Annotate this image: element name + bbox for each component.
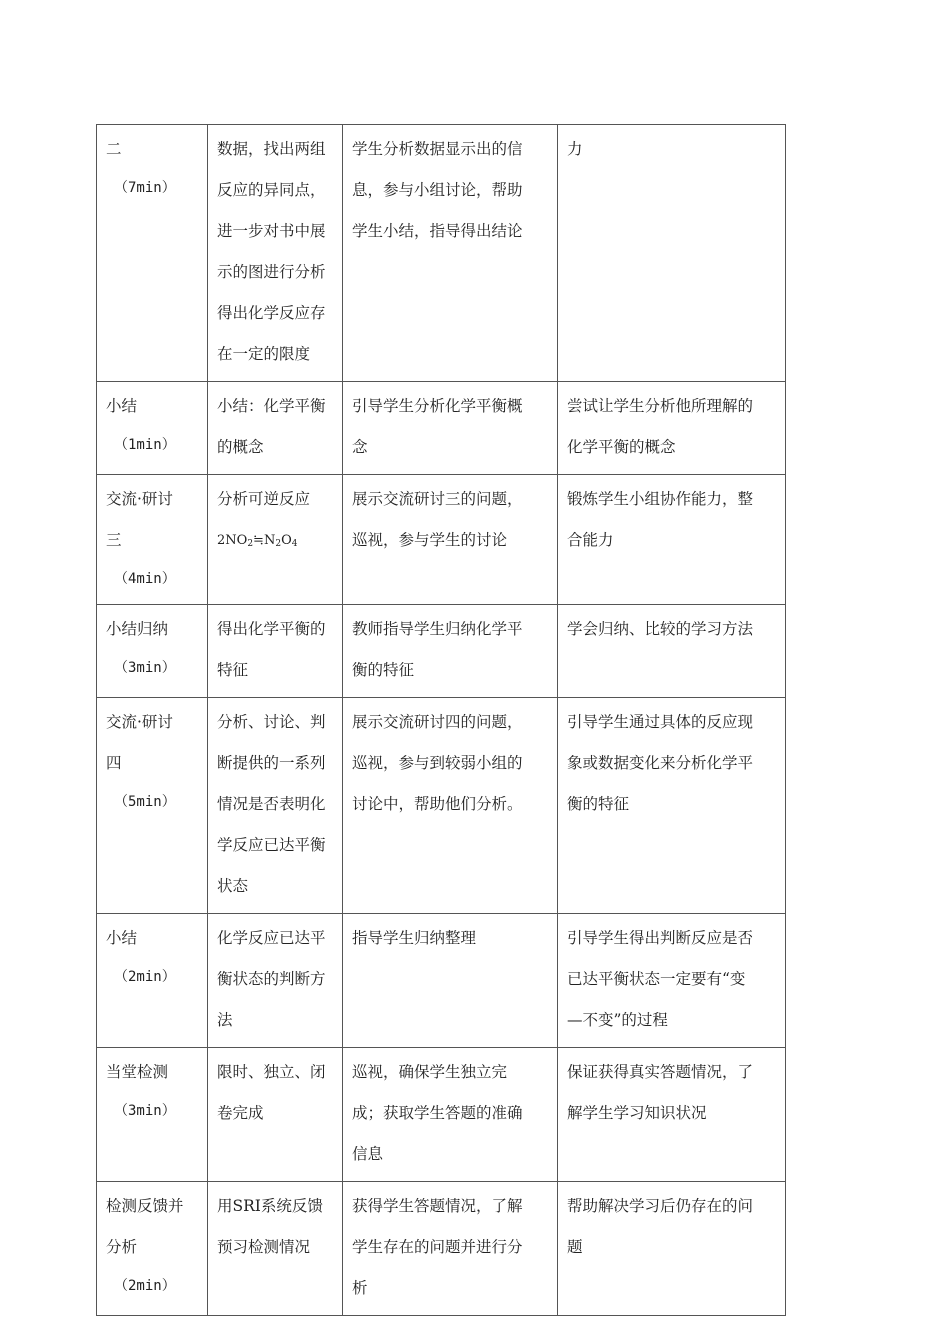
teacher-cell [343, 698, 558, 914]
purpose-line: 引导学生通过具体的反应现 [567, 713, 754, 731]
teacher-line: 巡视，参与到较弱小组的 [352, 754, 523, 772]
teacher-line: 息，参与小组讨论，帮助 [352, 181, 523, 199]
content-line: 化学反应已达平 [217, 929, 326, 947]
teacher-line: 巡视，确保学生独立完 [352, 1063, 508, 1081]
content-line: 衡状态的判断方 [217, 970, 326, 988]
teacher-cell [343, 1048, 558, 1182]
teacher-line: 展示交流研讨三的问题， [352, 490, 523, 508]
stage-cell [97, 914, 208, 1048]
purpose-cell [558, 605, 786, 698]
stage-time: （1min） [114, 437, 176, 453]
purpose-line: 保证获得真实答题情况，了 [567, 1063, 754, 1081]
purpose-line: 题 [567, 1238, 583, 1256]
content-line: 得出化学平衡的 [217, 620, 326, 638]
stage-time: （5min） [114, 794, 176, 810]
content-cell [208, 382, 343, 475]
teacher-line: 学生小结，指导得出结论 [352, 222, 523, 240]
content-cell [208, 914, 343, 1048]
stage-label: 交流·研讨 [106, 713, 173, 731]
content-line: 分析、讨论、判 [217, 713, 326, 731]
stage-label: 三 [106, 531, 122, 549]
stage-label: 小结 [106, 929, 138, 947]
teacher-cell [343, 1182, 558, 1316]
content-line: 的概念 [217, 438, 264, 456]
content-line: 卷完成 [217, 1104, 264, 1122]
content-cell [208, 1182, 343, 1316]
content-line: 反应的异同点， [217, 181, 326, 199]
teacher-line: 成；获取学生答题的准确 [352, 1104, 523, 1122]
content-line: 在一定的限度 [217, 345, 311, 363]
lesson-plan-table [96, 124, 786, 1316]
chemical-equation: $2NO_2≒N_2O_4$ [217, 533, 298, 549]
purpose-line: 化学平衡的概念 [567, 438, 676, 456]
teacher-line: 学生分析数据显示出的信 [352, 140, 523, 158]
purpose-cell [558, 475, 786, 605]
content-line: 预习检测情况 [217, 1238, 311, 1256]
teacher-line: 学生存在的问题并进行分 [352, 1238, 523, 1256]
content-line: 断提供的一系列 [217, 754, 326, 772]
teacher-cell [343, 605, 558, 698]
table-row [97, 605, 786, 698]
content-line: 用SRI系统反馈 [217, 1197, 323, 1215]
content-line: 数据，找出两组 [217, 140, 326, 158]
stage-cell [97, 475, 208, 605]
teacher-cell [343, 125, 558, 382]
purpose-cell [558, 1048, 786, 1182]
stage-label: 交流·研讨 [106, 490, 173, 508]
stage-cell [97, 605, 208, 698]
teacher-line: 引导学生分析化学平衡概 [352, 397, 523, 415]
teacher-line: 展示交流研讨四的问题， [352, 713, 523, 731]
stage-cell [97, 698, 208, 914]
purpose-cell [558, 1182, 786, 1316]
teacher-line: 信息 [352, 1145, 384, 1163]
content-line: 进一步对书中展 [217, 222, 326, 240]
content-line: 小结：化学平衡 [217, 397, 326, 415]
stage-cell [97, 125, 208, 382]
content-cell [208, 698, 343, 914]
content-cell [208, 1048, 343, 1182]
teacher-cell [343, 382, 558, 475]
table-row [97, 382, 786, 475]
content-line: 分析可逆反应 [217, 490, 311, 508]
table-row [97, 1048, 786, 1182]
purpose-cell [558, 698, 786, 914]
stage-cell [97, 1048, 208, 1182]
table-row [97, 475, 786, 605]
teacher-line: 获得学生答题情况，了解 [352, 1197, 523, 1215]
purpose-cell [558, 125, 786, 382]
content-line: 示的图进行分析 [217, 263, 326, 281]
stage-time: （2min） [114, 969, 176, 985]
purpose-cell [558, 382, 786, 475]
stage-label: 四 [106, 754, 122, 772]
teacher-line: 教师指导学生归纳化学平 [352, 620, 523, 638]
purpose-line: 力 [567, 140, 583, 158]
purpose-line: 学会归纳、比较的学习方法 [567, 620, 754, 638]
teacher-cell [343, 475, 558, 605]
purpose-line: 尝试让学生分析他所理解的 [567, 397, 754, 415]
teacher-line: 巡视，参与学生的讨论 [352, 531, 508, 549]
teacher-line: 念 [352, 438, 368, 456]
content-cell [208, 605, 343, 698]
stage-label: 检测反馈并 [106, 1197, 184, 1215]
table-row [97, 914, 786, 1048]
purpose-line: 象或数据变化来分析化学平 [567, 754, 754, 772]
teacher-line: 指导学生归纳整理 [352, 929, 477, 947]
stage-time: （2min） [114, 1278, 176, 1294]
stage-label: 二 [106, 140, 122, 158]
content-line: 限时、独立、闭 [217, 1063, 326, 1081]
table-row [97, 698, 786, 914]
purpose-line: 帮助解决学习后仍存在的问 [567, 1197, 754, 1215]
teacher-line: 析 [352, 1279, 368, 1297]
stage-time: （3min） [114, 660, 176, 676]
purpose-cell [558, 914, 786, 1048]
teacher-cell [343, 914, 558, 1048]
teacher-line: 讨论中，帮助他们分析。 [352, 795, 523, 813]
table-row [97, 1182, 786, 1316]
content-line: 特征 [217, 661, 249, 679]
stage-time: （4min） [114, 571, 176, 587]
stage-cell [97, 1182, 208, 1316]
content-cell [208, 125, 343, 382]
content-line: 法 [217, 1011, 233, 1029]
purpose-line: 合能力 [567, 531, 614, 549]
stage-label: 小结归纳 [106, 620, 169, 638]
stage-time: （7min） [114, 180, 176, 196]
stage-label: 当堂检测 [106, 1063, 169, 1081]
stage-label: 分析 [106, 1238, 138, 1256]
teacher-line: 衡的特征 [352, 661, 415, 679]
content-line: 状态 [217, 877, 249, 895]
purpose-line: 引导学生得出判断反应是否 [567, 929, 754, 947]
stage-label: 小结 [106, 397, 138, 415]
purpose-line: 解学生学习知识状况 [567, 1104, 707, 1122]
purpose-line: 锻炼学生小组协作能力，整 [567, 490, 754, 508]
content-line: 得出化学反应存 [217, 304, 326, 322]
content-line: 学反应已达平衡 [217, 836, 326, 854]
purpose-line: —不变”的过程 [567, 1011, 668, 1029]
purpose-line: 衡的特征 [567, 795, 630, 813]
stage-time: （3min） [114, 1103, 176, 1119]
purpose-line: 已达平衡状态一定要有“变 [567, 970, 746, 988]
content-cell [208, 475, 343, 605]
content-line: 情况是否表明化 [217, 795, 326, 813]
stage-cell [97, 382, 208, 475]
table-row [97, 125, 786, 382]
